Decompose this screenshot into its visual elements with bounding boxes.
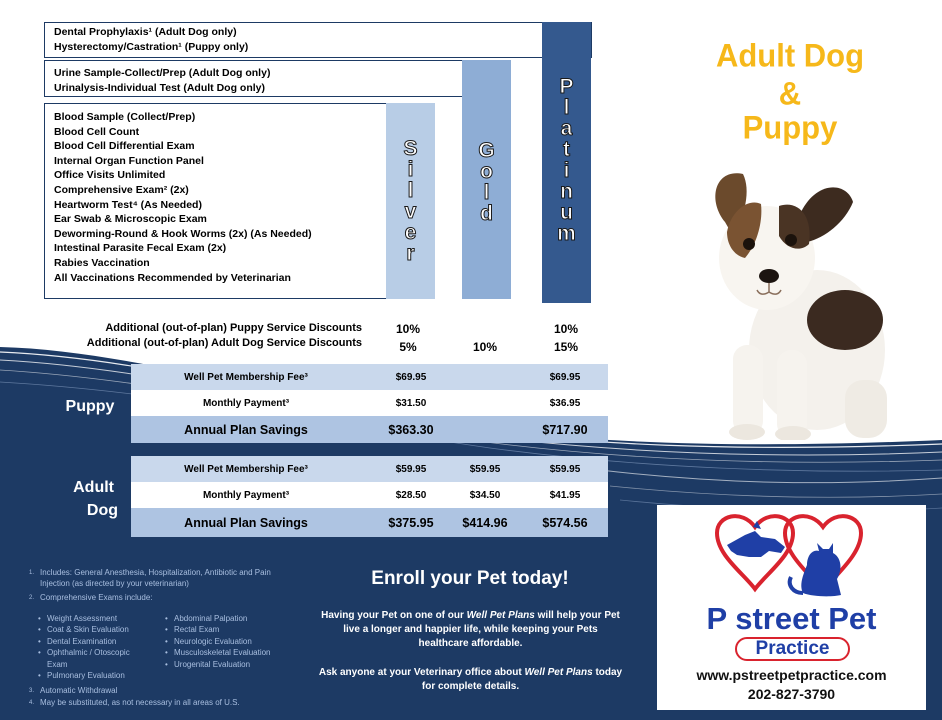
tier-letter: m	[557, 222, 576, 245]
footnote-4: May be substituted, as not necessary in all areas of U.S.	[40, 698, 240, 707]
service-item: Hysterectomy/Castration¹ (Puppy only)	[54, 40, 249, 53]
bullet: •	[38, 614, 41, 623]
adult-discount-gold: 10%	[472, 340, 498, 354]
tier-letter: u	[560, 201, 573, 224]
row-label: Well Pet Membership Fee³	[184, 463, 308, 475]
silver-value: $375.95	[388, 515, 434, 530]
puppy-discount-silver: 10%	[395, 322, 421, 336]
practice-logo-card	[657, 505, 926, 710]
service-item: Internal Organ Function Panel	[54, 154, 204, 167]
exam-item: Neurologic Evaluation	[174, 637, 252, 646]
practice-sub-banner	[735, 637, 850, 661]
platinum-value: $36.95	[549, 397, 581, 409]
puppy-side-label: Puppy	[65, 398, 115, 415]
service-item: Blood Cell Count	[54, 125, 140, 138]
bullet: •	[38, 625, 41, 634]
platinum-value: $574.56	[542, 515, 588, 530]
tier-letter: d	[480, 202, 493, 225]
service-item: Ear Swab & Microscopic Exam	[54, 213, 207, 226]
bullet: •	[165, 625, 168, 634]
tier-letter: l	[407, 179, 414, 202]
tier-letter: l	[483, 181, 490, 204]
adult-side-label-line1: Adult	[73, 479, 114, 496]
service-item: All Vaccinations Recommended by Veterinarian	[54, 271, 291, 284]
tier-letter: v	[404, 200, 417, 223]
exam-item: Urogenital Evaluation	[174, 660, 251, 669]
adult-discount-label: Additional (out-of-plan) Adult Dog Service Discounts	[86, 337, 362, 349]
row-label: Monthly Payment³	[202, 397, 290, 409]
plan-name-emphasis: Well Pet Plans	[466, 610, 535, 621]
enroll-text: will help your Pet live a longer and happier life, while keeping your Pets healthcare affordable.	[343, 610, 620, 649]
service-item: Office Visits Unlimited	[54, 169, 166, 182]
exam-item: Musculoskeletal Evaluation	[174, 648, 271, 657]
service-item: Urine Sample-Collect/Prep (Adult Dog only)	[54, 67, 271, 79]
heading-line-1: Adult Dog	[715, 37, 865, 74]
footnote-2: Comprehensive Exams include:	[40, 593, 153, 602]
row-label: Monthly Payment³	[202, 489, 290, 501]
service-item: Intestinal Parasite Fecal Exam (2x)	[54, 242, 227, 255]
gold-value: $59.95	[469, 463, 501, 475]
platinum-value: $717.90	[542, 422, 588, 437]
enroll-text: Having your Pet on one of our	[321, 610, 467, 621]
tier-letter: i	[407, 158, 414, 181]
heart-logo-icon	[657, 505, 926, 615]
heading-line-3: Puppy	[742, 109, 838, 146]
tier-letter: r	[406, 242, 415, 265]
footnote-number: 2.	[29, 595, 35, 601]
bullet: •	[165, 660, 168, 669]
exam-item: Dental Examination	[47, 637, 117, 646]
practice-website: www.pstreetpetpractice.com	[696, 667, 887, 683]
row-label: Annual Plan Savings	[184, 422, 308, 437]
service-item: Deworming-Round & Hook Worms (2x) (As Needed)	[54, 227, 312, 240]
tier-letter: e	[404, 221, 417, 244]
enroll-title: Enroll your Pet today!	[371, 568, 569, 589]
tier-letter: a	[560, 117, 573, 140]
gold-value: $414.96	[462, 515, 508, 530]
footnote-number: 3.	[29, 688, 35, 694]
footnote-1-line1: Includes: General Anesthesia, Hospitalization, Antibiotic and Pain	[40, 568, 271, 577]
adult-side-label-line2: Dog	[86, 502, 118, 519]
enroll-paragraph-2	[318, 666, 623, 694]
enroll-paragraph-1	[318, 609, 623, 651]
service-item: Heartworm Test⁴ (As Needed)	[54, 198, 202, 211]
adult-discount-platinum: 15%	[553, 340, 579, 354]
row-label: Well Pet Membership Fee³	[184, 371, 308, 383]
heading-line-2: &	[778, 75, 802, 112]
tier-letter: l	[563, 96, 570, 119]
exam-item: Ophthalmic / Otoscopic	[47, 648, 130, 657]
exam-item: Weight Assessment	[47, 614, 118, 623]
service-item: Comprehensive Exam² (2x)	[54, 183, 189, 196]
tier-letter: G	[478, 139, 495, 162]
exam-item: Exam	[47, 660, 68, 669]
footnote-number: 4.	[29, 700, 35, 706]
bullet: •	[165, 614, 168, 623]
bullet: •	[38, 671, 41, 680]
practice-phone: 202-827-3790	[747, 686, 836, 702]
tier-letter: i	[563, 159, 570, 182]
service-item: Rabies Vaccination	[54, 256, 150, 269]
footnote-3: Automatic Withdrawal	[40, 686, 118, 695]
puppy-photo	[705, 140, 905, 440]
plan-name-emphasis: Well Pet Plans	[524, 667, 593, 678]
service-item: Dental Prophylaxis¹ (Adult Dog only)	[54, 26, 237, 38]
tier-letter: t	[563, 138, 570, 161]
exam-item: Coat & Skin Evaluation	[47, 625, 129, 634]
exam-item: Abdominal Palpation	[174, 614, 248, 623]
exam-item: Rectal Exam	[174, 625, 220, 634]
exam-item: Pulmonary Evaluation	[47, 671, 125, 680]
service-item: Blood Cell Differential Exam	[54, 140, 195, 153]
bullet: •	[38, 637, 41, 646]
footnote-number: 1.	[29, 570, 35, 576]
platinum-value: $41.95	[549, 489, 581, 501]
row-label: Annual Plan Savings	[184, 515, 308, 530]
tier-letter: S	[403, 137, 418, 160]
bullet: •	[165, 637, 168, 646]
bullet: •	[38, 648, 41, 657]
practice-sub-label: Practice	[755, 638, 830, 659]
puppy-discount-platinum: 10%	[553, 322, 579, 336]
silver-value: $28.50	[395, 489, 427, 501]
enroll-text: today for complete details.	[421, 667, 623, 692]
tier-letter: P	[559, 75, 574, 98]
enroll-text: Ask anyone at your Veterinary office about	[318, 667, 525, 678]
footnote-1-line2: Injection (as directed by your veterinarian)	[40, 579, 189, 588]
puppy-discount-label: Additional (out-of-plan) Puppy Service Discounts	[105, 322, 362, 334]
platinum-value: $69.95	[549, 371, 581, 383]
bullet: •	[165, 648, 168, 657]
silver-value: $69.95	[395, 371, 427, 383]
platinum-value: $59.95	[549, 463, 581, 475]
tier-letter: n	[560, 180, 573, 203]
service-item: Blood Sample (Collect/Prep)	[54, 111, 196, 123]
practice-name: P street Pet	[706, 601, 877, 636]
gold-value: $34.50	[469, 489, 501, 501]
silver-value: $59.95	[395, 463, 427, 475]
silver-value: $363.30	[388, 422, 434, 437]
service-item: Urinalysis-Individual Test (Adult Dog only)	[54, 81, 265, 94]
tier-letter: o	[480, 160, 493, 183]
silver-value: $31.50	[395, 397, 427, 409]
adult-discount-silver: 5%	[399, 340, 417, 354]
